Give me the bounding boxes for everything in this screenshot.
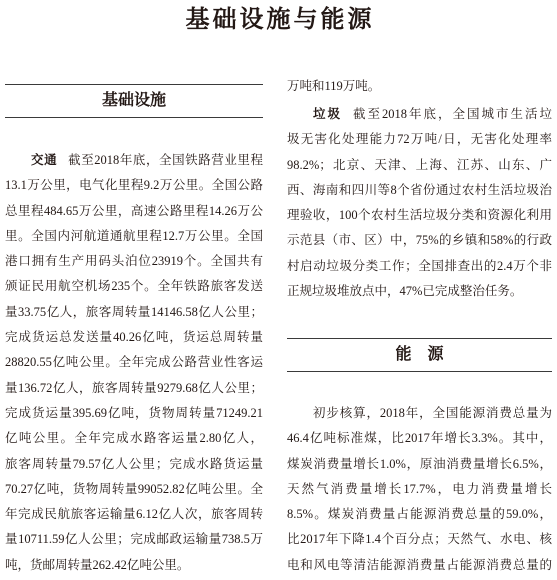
text-line: 70.27亿吨，货物周转量99052.82亿吨公里。全 [5, 481, 263, 496]
text-line: 13.1万公里，电气化里程9.2万公里。全国公路 [5, 178, 263, 193]
text-line: 煤炭消费量增长1.0%，原油消费量增长6.5%， [287, 456, 552, 471]
text-line: 天然气消费量增长17.7%，电力消费量增长 [287, 481, 552, 496]
section-heading-text: 基础设施 [101, 92, 166, 109]
text-line: 年完成民航旅客运输量6.12亿人次，旅客周转 [5, 507, 263, 522]
text-line: 港口拥有生产用码头泊位23919个。全国共有 [5, 254, 263, 269]
text-line: 98.2%；北京、天津、上海、江苏、山东、广 [287, 157, 552, 172]
text-line: 电和风电等清洁能源消费量占能源消费总量的 [287, 557, 552, 572]
text-line: 旅客周转量79.57亿人公里；完成水路货运量 [5, 456, 263, 471]
text-line: 初步核算，2018年，全国能源消费总量为 [313, 406, 552, 420]
lead-transport: 交通 [31, 153, 58, 167]
text-line: 吨，货邮周转量262.42亿吨公里。 [5, 557, 190, 572]
text-line: 量136.72亿人，旅客周转量9279.68亿人公里； [5, 380, 263, 395]
text-line [287, 102, 552, 127]
text-line: 完成货运总发送量40.26亿吨，货运总周转量 [5, 330, 263, 345]
text-line: 比2017年下降1.4个百分点；天然气、水电、核 [287, 532, 552, 547]
text-line: 量10711.59亿人公里；完成邮政运输量738.5万 [5, 532, 263, 547]
text-line: 完成货运量395.69亿吨，货物周转量71249.21 [5, 405, 263, 420]
text-line: 28820.55亿吨公里。全年完成公路营业性客运 [5, 355, 263, 370]
text-line: 示范县（市、区）中，75%的乡镇和58%的行政 [287, 233, 552, 248]
paragraph-energy [287, 401, 552, 578]
text-line-content: 截至2018年底，全国铁路营业里程 [68, 153, 263, 167]
section-heading-text: 能 源 [395, 346, 444, 363]
text-line-content: 截至2018年底，全国城市生活垃 [353, 107, 552, 121]
text-line: 亿吨公里。全年完成水路客运量2.80亿人， [5, 431, 263, 446]
text-line: 圾无害化处理能力72万吨/日，无害化处理率 [287, 132, 552, 147]
text-line: 颁证民用航空机场235个。全年铁路旅客发送 [5, 279, 263, 294]
text-line: 46.4亿吨标准煤，比2017年增长3.3%。其中， [287, 431, 552, 446]
page-title: 基础设施与能源 [185, 6, 375, 33]
text-line: 万吨和119万吨。 [287, 79, 381, 93]
text-line: 西、海南和四川等8个省份通过农村生活垃圾治 [287, 182, 552, 197]
text-line: 量33.75亿人，旅客周转量14146.58亿人公里； [5, 304, 263, 319]
section-heading-energy [287, 338, 552, 372]
text-line: 8.5%。煤炭消费量占能源消费总量的59.0%， [287, 507, 552, 522]
text-line: 理验收，100个农村生活垃圾分类和资源化利用 [287, 208, 552, 223]
text-line: 村启动垃圾分类工作；全国排查出的2.4万个非 [287, 258, 552, 273]
section-heading-infrastructure [5, 84, 263, 118]
paragraph-transport [5, 148, 263, 578]
text-line [5, 148, 263, 173]
text-line: 总里程484.65万公里，高速公路里程14.26万公 [5, 203, 263, 218]
paragraph-garbage [287, 102, 552, 304]
lead-garbage: 垃圾 [313, 107, 342, 121]
text-line: 正规垃圾堆放点中，47%已完成整治任务。 [287, 284, 523, 299]
text-line: 里。全国内河航道通航里程12.7万公里。全国 [5, 228, 263, 243]
paragraph-continued [287, 74, 552, 99]
